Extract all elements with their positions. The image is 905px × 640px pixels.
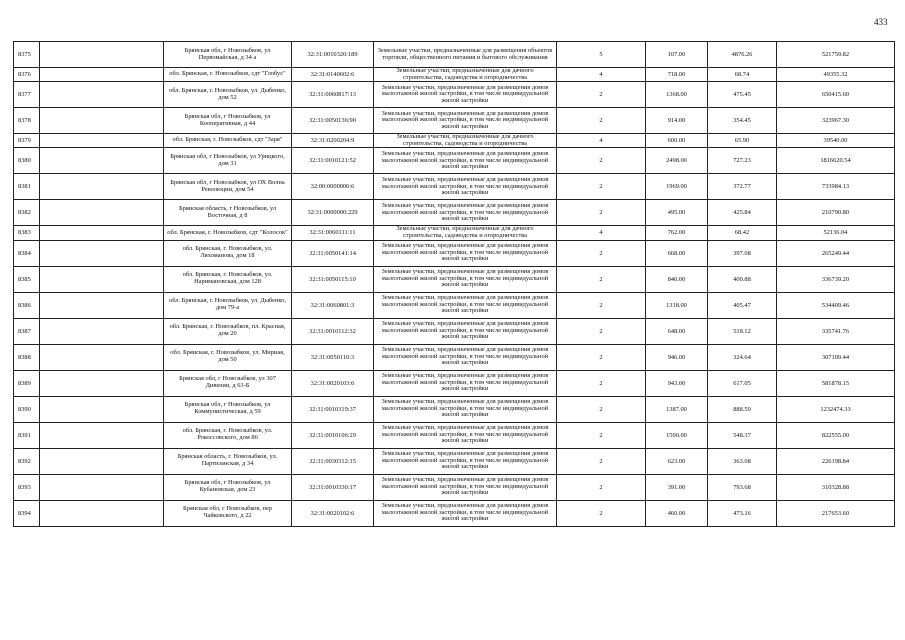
cadastral-number-cell: 32:31:0010319:37 [292, 396, 374, 422]
area-cell: 1969.00 [646, 174, 708, 200]
address-cell: Брянская обл, г Новозыбков, ул Кооперативная, д 44 [164, 108, 292, 134]
row-number-cell: 8381 [14, 174, 40, 200]
row-number-cell: 8378 [14, 108, 40, 134]
land-use-cell: Земельные участки, предназначенные для размещения домов малоэтажной жилой застройки, в том числе индивидуальной жилой застройки [374, 266, 557, 292]
row-number-cell: 8394 [14, 500, 40, 526]
table-row [14, 108, 895, 134]
cadastral-number-cell: 32:31:0010330:17 [292, 474, 374, 500]
empty-cell [40, 148, 164, 174]
empty-cell [40, 370, 164, 396]
specific-value-cell: 4876.26 [708, 42, 777, 68]
address-cell: обл. Брянская, г. Новозыбков, сдт "Заря" [164, 134, 292, 148]
group-cell: 4 [557, 134, 646, 148]
land-use-cell: Земельные участки, предназначенные для размещения домов малоэтажной жилой застройки, в том числе индивидуальной жилой застройки [374, 200, 557, 226]
address-cell: обл. Брянская, г. Новозыбков, ул. Наримановская, дом 128 [164, 266, 292, 292]
area-cell: 762.00 [646, 226, 708, 240]
land-use-cell: Земельные участки, предназначенные для размещения домов малоэтажной жилой застройки, в том числе индивидуальной жилой застройки [374, 370, 557, 396]
table-row [14, 174, 895, 200]
land-use-cell: Земельные участки, предназначенные для размещения домов малоэтажной жилой застройки, в том числе индивидуальной жилой застройки [374, 292, 557, 318]
specific-value-cell: 473.16 [708, 500, 777, 526]
cadastral-number-cell: 32:31:0010320:189 [292, 42, 374, 68]
group-cell: 2 [557, 240, 646, 266]
specific-value-cell: 372.77 [708, 174, 777, 200]
land-use-cell: Земельные участки, предназначенные для дачного строительства, садоводства и огородничества [374, 68, 557, 82]
group-cell: 2 [557, 266, 646, 292]
area-cell: 943.00 [646, 370, 708, 396]
address-cell: Брянская область, г. Новозыбков, ул. Партизанская, д 34 [164, 448, 292, 474]
area-cell: 840.00 [646, 266, 708, 292]
cadastral-value-cell: 1816620.54 [777, 148, 895, 174]
cadastral-value-cell: 733984.13 [777, 174, 895, 200]
land-use-cell: Земельные участки, предназначенные для дачного строительства, садоводства и огородничества [374, 226, 557, 240]
land-use-cell: Земельные участки, предназначенные для дачного строительства, садоводства и огородничества [374, 134, 557, 148]
group-cell: 2 [557, 370, 646, 396]
cadastral-value-cell: 1232474.33 [777, 396, 895, 422]
address-cell: Брянская обл, г Новозыбков, ул Урицкого, дом 31 [164, 148, 292, 174]
empty-cell [40, 422, 164, 448]
row-number-cell: 8392 [14, 448, 40, 474]
cadastral-number-cell: 32:31:0020102:6 [292, 500, 374, 526]
specific-value-cell: 354.45 [708, 108, 777, 134]
cadastral-value-cell: 310328.88 [777, 474, 895, 500]
table-row [14, 500, 895, 526]
table-row [14, 226, 895, 240]
table-row [14, 448, 895, 474]
table-row [14, 134, 895, 148]
group-cell: 2 [557, 108, 646, 134]
area-cell: 1500.00 [646, 422, 708, 448]
area-cell: 391.00 [646, 474, 708, 500]
table-row [14, 148, 895, 174]
group-cell: 4 [557, 226, 646, 240]
table-row [14, 292, 895, 318]
cadastral-value-cell: 39540.00 [777, 134, 895, 148]
cadastral-value-cell: 210790.80 [777, 200, 895, 226]
area-cell: 648.00 [646, 318, 708, 344]
group-cell: 2 [557, 82, 646, 108]
table-row [14, 82, 895, 108]
area-cell: 2498.00 [646, 148, 708, 174]
specific-value-cell: 888.59 [708, 396, 777, 422]
address-cell: Брянская обл, г Новозыбков, ул ОХ Волна Революции, дом 54 [164, 174, 292, 200]
area-cell: 460.00 [646, 500, 708, 526]
table-row [14, 266, 895, 292]
group-cell: 2 [557, 174, 646, 200]
cadastral-value-cell: 226198.84 [777, 448, 895, 474]
cadastral-number-cell: 32:31:0060817:13 [292, 82, 374, 108]
land-use-cell: Земельные участки, предназначенные для размещения домов малоэтажной жилой застройки, в том числе индивидуальной жилой застройки [374, 448, 557, 474]
row-number-cell: 8382 [14, 200, 40, 226]
cadastral-number-cell: 32:31:0140602:6 [292, 68, 374, 82]
empty-cell [40, 226, 164, 240]
land-use-cell: Земельные участки, предназначенные для размещения домов малоэтажной жилой застройки, в том числе индивидуальной жилой застройки [374, 148, 557, 174]
cadastral-number-cell: 32:00:0000000:6 [292, 174, 374, 200]
row-number-cell: 8386 [14, 292, 40, 318]
row-number-cell: 8388 [14, 344, 40, 370]
area-cell: 914.00 [646, 108, 708, 134]
area-cell: 946.00 [646, 344, 708, 370]
empty-cell [40, 82, 164, 108]
cadastral-value-cell: 822555.00 [777, 422, 895, 448]
empty-cell [40, 500, 164, 526]
page-number: 433 [874, 17, 888, 27]
address-cell: обл. Брянская, г. Новозыбков, ул. Мирная, дом 50 [164, 344, 292, 370]
cadastral-number-cell: 32:31:0010112:32 [292, 318, 374, 344]
address-cell: Брянская обл, г Новозыбков, ул Коммунистическая, д 59 [164, 396, 292, 422]
row-number-cell: 8380 [14, 148, 40, 174]
cadastral-value-cell: 336739.20 [777, 266, 895, 292]
cadastral-value-cell: 581878.15 [777, 370, 895, 396]
row-number-cell: 8375 [14, 42, 40, 68]
empty-cell [40, 318, 164, 344]
empty-cell [40, 344, 164, 370]
area-cell: 600.00 [646, 134, 708, 148]
address-cell: Брянская обл, г Новозыбков, пер Чайковского, д 22 [164, 500, 292, 526]
land-use-cell: Земельные участки, предназначенные для размещения домов малоэтажной жилой застройки, в том числе индивидуальной жилой застройки [374, 422, 557, 448]
empty-cell [40, 68, 164, 82]
table-row [14, 240, 895, 266]
row-number-cell: 8379 [14, 134, 40, 148]
cadastral-value-cell: 534409.46 [777, 292, 895, 318]
land-use-cell: Земельные участки, предназначенные для размещения домов малоэтажной жилой застройки, в том числе индивидуальной жилой застройки [374, 174, 557, 200]
cadastral-number-cell: 32:31:0020103:6 [292, 370, 374, 396]
group-cell: 2 [557, 448, 646, 474]
table-row [14, 370, 895, 396]
land-use-cell: Земельные участки, предназначенные для размещения домов малоэтажной жилой застройки, в том числе индивидуальной жилой застройки [374, 474, 557, 500]
group-cell: 2 [557, 422, 646, 448]
row-number-cell: 8391 [14, 422, 40, 448]
empty-cell [40, 134, 164, 148]
address-cell: обл. Брянская, г. Новозыбков, пл. Красная, дом 20 [164, 318, 292, 344]
address-cell: Брянская обл, г Новозыбков, ул 307 Дивизии, д 63-Б [164, 370, 292, 396]
empty-cell [40, 42, 164, 68]
row-number-cell: 8387 [14, 318, 40, 344]
cadastral-value-cell: 265249.44 [777, 240, 895, 266]
land-use-cell: Земельные участки, предназначенные для размещения домов малоэтажной жилой застройки, в том числе индивидуальной жилой застройки [374, 344, 557, 370]
area-cell: 107.00 [646, 42, 708, 68]
cadastral-value-cell: 217653.60 [777, 500, 895, 526]
group-cell: 2 [557, 200, 646, 226]
group-cell: 2 [557, 148, 646, 174]
land-use-cell: Земельные участки, предназначенные для размещения домов малоэтажной жилой застройки, в том числе индивидуальной жилой застройки [374, 240, 557, 266]
cadastral-number-cell: 32:31:0050141:14 [292, 240, 374, 266]
specific-value-cell: 548.37 [708, 422, 777, 448]
empty-cell [40, 396, 164, 422]
land-use-cell: Земельные участки, предназначенные для размещения домов малоэтажной жилой застройки, в том числе индивидуальной жилой застройки [374, 318, 557, 344]
cadastral-number-cell: 32:31:0060801:3 [292, 292, 374, 318]
specific-value-cell: 425.84 [708, 200, 777, 226]
address-cell: обл. Брянская, г. Новозыбков, сдт "Глобус" [164, 68, 292, 82]
address-cell: обл. Брянская, г. Новозыбков, ул. Дыбенко, дом 52 [164, 82, 292, 108]
row-number-cell: 8377 [14, 82, 40, 108]
cadastral-value-cell: 52136.04 [777, 226, 895, 240]
cadastral-number-cell: 32:31:0010121:52 [292, 148, 374, 174]
address-cell: Брянская обл, г Новозыбков, ул Первомайская, д 34 а [164, 42, 292, 68]
cadastral-number-cell: 32:31:0000000:229 [292, 200, 374, 226]
specific-value-cell: 65.90 [708, 134, 777, 148]
area-cell: 1387.00 [646, 396, 708, 422]
specific-value-cell: 363.08 [708, 448, 777, 474]
group-cell: 2 [557, 474, 646, 500]
address-cell: обл. Брянская, г. Новозыбков, ул. Дыбенко, дом 79-а [164, 292, 292, 318]
land-use-cell: Земельные участки, предназначенные для размещения домов малоэтажной жилой застройки, в том числе индивидуальной жилой застройки [374, 108, 557, 134]
group-cell: 2 [557, 292, 646, 318]
table-row [14, 200, 895, 226]
area-cell: 1318.00 [646, 292, 708, 318]
table-row [14, 474, 895, 500]
group-cell: 2 [557, 318, 646, 344]
cadastral-number-cell: 32:31:0050110:3 [292, 344, 374, 370]
cadastral-value-cell: 323967.30 [777, 108, 895, 134]
cadastral-number-cell: 32:31:0050136:90 [292, 108, 374, 134]
row-number-cell: 8384 [14, 240, 40, 266]
row-number-cell: 8383 [14, 226, 40, 240]
address-cell: Брянская область, г Новозыбков, ул Восточная, д 8 [164, 200, 292, 226]
specific-value-cell: 397.08 [708, 240, 777, 266]
specific-value-cell: 475.45 [708, 82, 777, 108]
cadastral-value-cell: 650415.60 [777, 82, 895, 108]
empty-cell [40, 174, 164, 200]
group-cell: 2 [557, 500, 646, 526]
address-cell: обл. Брянская, г. Новозыбков, ул. Рокоссовского, дом 86 [164, 422, 292, 448]
registry-body [14, 42, 895, 527]
table-row [14, 42, 895, 68]
row-number-cell: 8376 [14, 68, 40, 82]
table-row [14, 344, 895, 370]
area-cell: 668.00 [646, 240, 708, 266]
group-cell: 2 [557, 396, 646, 422]
group-cell: 4 [557, 68, 646, 82]
specific-value-cell: 617.05 [708, 370, 777, 396]
table-row [14, 318, 895, 344]
empty-cell [40, 292, 164, 318]
group-cell: 2 [557, 344, 646, 370]
cadastral-number-cell: 32:31:0050115:10 [292, 266, 374, 292]
specific-value-cell: 518.12 [708, 318, 777, 344]
empty-cell [40, 448, 164, 474]
table-row [14, 68, 895, 82]
empty-cell [40, 266, 164, 292]
table-row [14, 396, 895, 422]
specific-value-cell: 727.23 [708, 148, 777, 174]
cadastral-value-cell: 307109.44 [777, 344, 895, 370]
cadastral-value-cell: 335741.76 [777, 318, 895, 344]
land-use-cell: Земельные участки, предназначенные для размещения объектов торговли, общественного питания и бытового обслуживания [374, 42, 557, 68]
specific-value-cell: 324.64 [708, 344, 777, 370]
empty-cell [40, 108, 164, 134]
row-number-cell: 8390 [14, 396, 40, 422]
empty-cell [40, 240, 164, 266]
empty-cell [40, 474, 164, 500]
row-number-cell: 8385 [14, 266, 40, 292]
specific-value-cell: 68.42 [708, 226, 777, 240]
land-use-cell: Земельные участки, предназначенные для размещения домов малоэтажной жилой застройки, в том числе индивидуальной жилой застройки [374, 82, 557, 108]
specific-value-cell: 68.74 [708, 68, 777, 82]
group-cell: 5 [557, 42, 646, 68]
row-number-cell: 8393 [14, 474, 40, 500]
cadastral-number-cell: 32:31:0010106:29 [292, 422, 374, 448]
row-number-cell: 8389 [14, 370, 40, 396]
specific-value-cell: 405.47 [708, 292, 777, 318]
empty-cell [40, 200, 164, 226]
specific-value-cell: 793.68 [708, 474, 777, 500]
land-registry-table [13, 41, 895, 527]
cadastral-number-cell: 32:31:0030312:15 [292, 448, 374, 474]
area-cell: 718.00 [646, 68, 708, 82]
cadastral-number-cell: 32:31:0200204:9 [292, 134, 374, 148]
specific-value-cell: 400.88 [708, 266, 777, 292]
area-cell: 1368.00 [646, 82, 708, 108]
cadastral-value-cell: 49355.32 [777, 68, 895, 82]
address-cell: обл. Брянская, г. Новозыбков, сдт "Колосок" [164, 226, 292, 240]
land-use-cell: Земельные участки, предназначенные для размещения домов малоэтажной жилой застройки, в том числе индивидуальной жилой застройки [374, 396, 557, 422]
land-use-cell: Земельные участки, предназначенные для размещения домов малоэтажной жилой застройки, в том числе индивидуальной жилой застройки [374, 500, 557, 526]
cadastral-number-cell: 32:31:0060111:11 [292, 226, 374, 240]
area-cell: 495.00 [646, 200, 708, 226]
address-cell: обл. Брянская, г. Новозыбков, ул. Ляхоманова, дом 18 [164, 240, 292, 266]
address-cell: Брянская обл, г Новозыбков, ул Кубановская, дом 23 [164, 474, 292, 500]
cadastral-value-cell: 521759.82 [777, 42, 895, 68]
table-row [14, 422, 895, 448]
area-cell: 623.00 [646, 448, 708, 474]
